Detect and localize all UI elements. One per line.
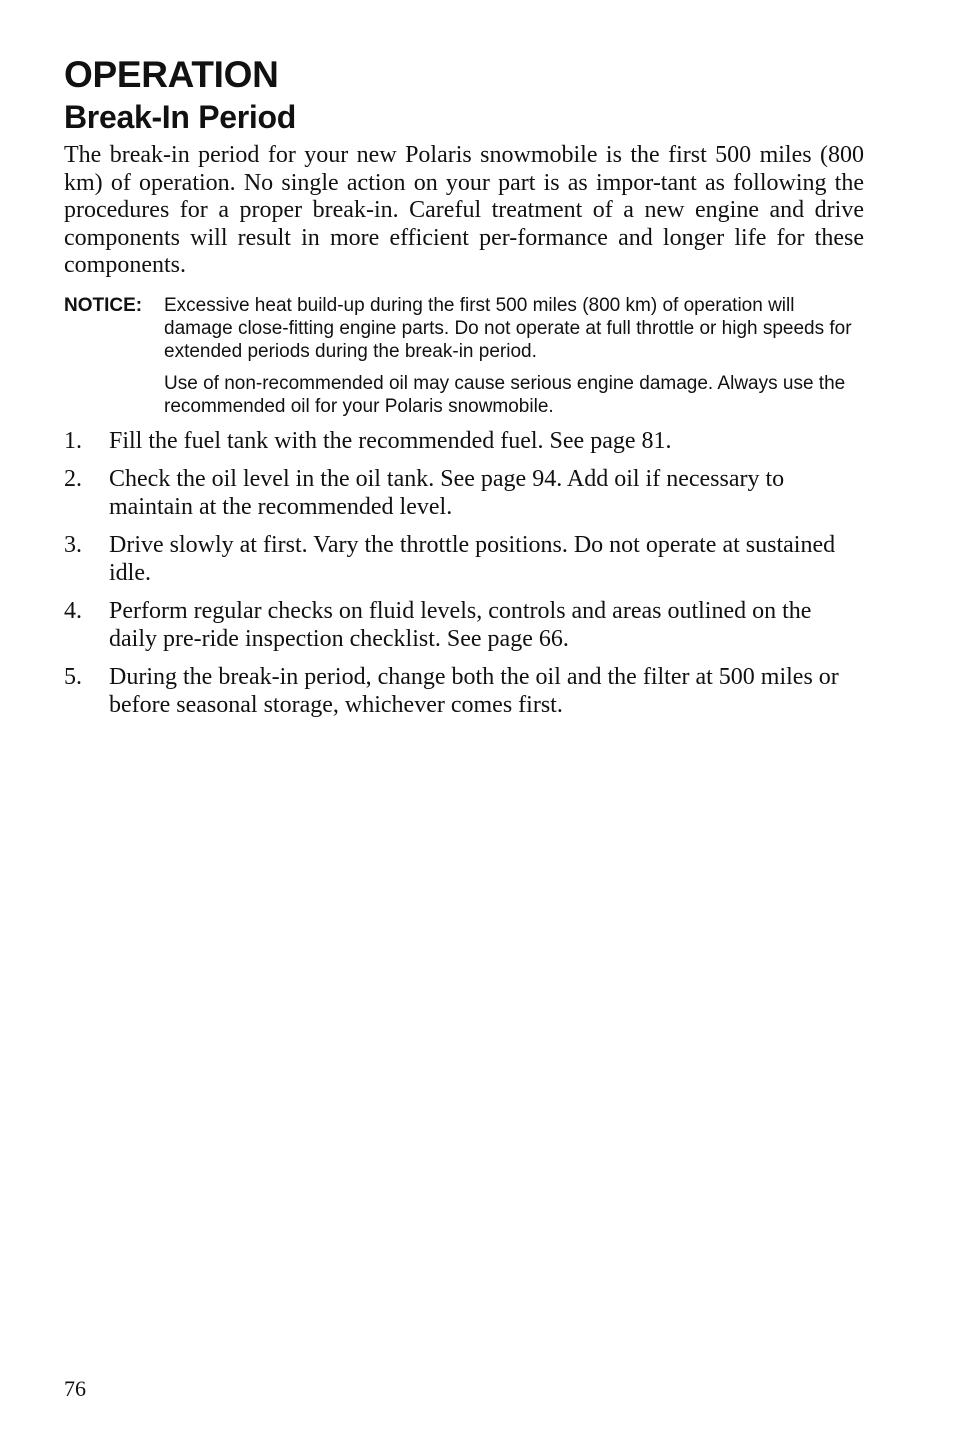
- step-text: Drive slowly at first. Vary the throttle positions. Do not operate at sustained idle.: [109, 531, 836, 586]
- notice-body: [164, 294, 864, 418]
- step-text: Perform regular checks on fluid levels, controls and areas outlined on the daily pre-ride inspection checklist. See page 66.: [109, 597, 812, 652]
- step-number: 3.: [64, 531, 82, 558]
- list-item: [64, 427, 864, 455]
- list-item: [64, 531, 864, 587]
- step-text: Fill the fuel tank with the recommended fuel. See page 81.: [109, 427, 672, 454]
- page-number: 76: [64, 1376, 86, 1401]
- notice-paragraph: Use of non-recommended oil may cause serious engine damage. Always use the recommended oil for your Polaris snowmobile.: [164, 372, 846, 417]
- intro-paragraph: The break-in period for your new Polaris snowmobile is the first 500 miles (800 km) of operation. No single action on your part is as impor-tant as following the procedures for a proper break-in. Careful treatment of a new engine and drive components will result in more efficient per-formance and longer life for these components.: [64, 142, 864, 278]
- list-item: [64, 465, 864, 521]
- subsection-title: Break-In Period: [64, 99, 297, 135]
- document-page: [64, 54, 864, 729]
- notice-block: [64, 294, 864, 418]
- notice-label: NOTICE:: [64, 294, 143, 316]
- break-in-steps-list: [64, 427, 864, 719]
- section-title: OPERATION: [64, 54, 279, 95]
- step-text: During the break-in period, change both the oil and the filter at 500 miles or before seasonal storage, whichever comes first.: [109, 663, 839, 718]
- step-number: 4.: [64, 597, 82, 624]
- step-number: 1.: [64, 427, 82, 454]
- list-item: [64, 597, 864, 653]
- step-number: 5.: [64, 663, 82, 690]
- notice-paragraph: Excessive heat build-up during the first 500 miles (800 km) of operation will damage close-fitting engine parts. Do not operate at full throttle or high speeds for extended periods during the break-in period.: [164, 294, 852, 362]
- step-number: 2.: [64, 465, 82, 492]
- list-item: [64, 663, 864, 719]
- step-text: Check the oil level in the oil tank. See page 94. Add oil if necessary to maintain at the recommended level.: [109, 465, 785, 520]
